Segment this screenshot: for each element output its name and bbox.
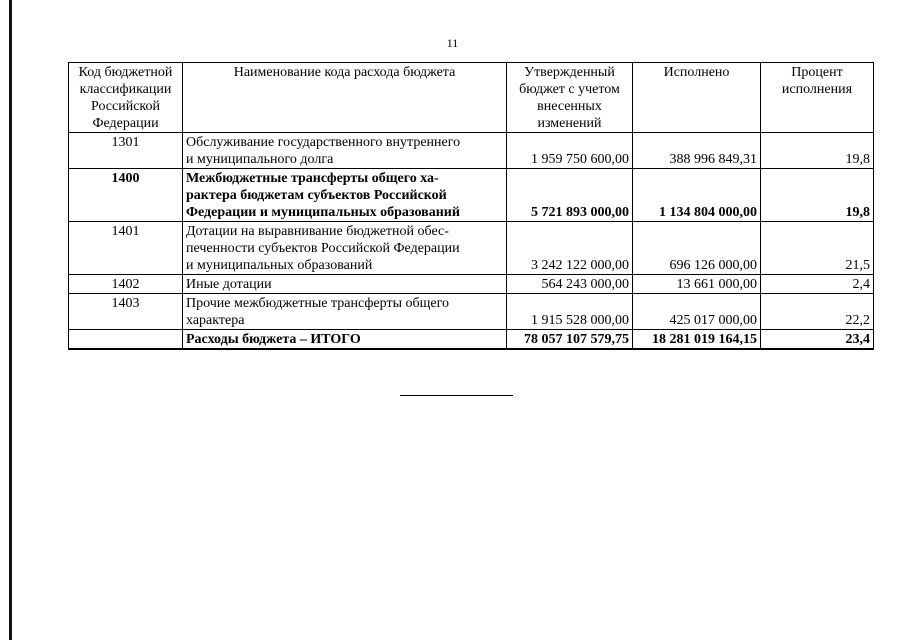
row-executed: 13 661 000,00 [633,275,761,294]
header-expense-name: Наименование кода расхода бюджета [183,63,507,133]
row-name: Иные дотации [183,275,507,294]
row-executed: 696 126 000,00 [633,222,761,275]
row-name: Межбюджетные трансферты общего ха- рактера бюджетам субъектов Российской Федерации и муниципальных образований [183,169,507,222]
header-approved-budget: Утвержденный бюджет с учетом внесенных изменений [507,63,633,133]
row-executed: 425 017 000,00 [633,294,761,330]
header-executed: Исполнено [633,63,761,133]
budget-execution-table [68,62,874,350]
row-executed: 1 134 804 000,00 [633,169,761,222]
row-name: Обслуживание государственного внутреннего и муниципального долга [183,133,507,169]
row-percent: 22,2 [761,294,874,330]
table-total-row [69,330,874,350]
row-approved: 3 242 122 000,00 [507,222,633,275]
row-percent: 19,8 [761,169,874,222]
table-row [69,169,874,222]
row-code: 1401 [69,222,183,275]
footnote-rule [400,395,513,396]
header-budget-code: Код бюджетной классификации Российской Федерации [69,63,183,133]
row-code: 1400 [69,169,183,222]
row-approved: 78 057 107 579,75 [507,330,633,350]
table-row [69,294,874,330]
row-approved: 1 959 750 600,00 [507,133,633,169]
row-name: Расходы бюджета – ИТОГО [183,330,507,350]
row-name: Прочие межбюджетные трансферты общего характера [183,294,507,330]
row-approved: 1 915 528 000,00 [507,294,633,330]
row-code: 1301 [69,133,183,169]
row-name: Дотации на выравнивание бюджетной обес- печенности субъектов Российской Федерации и муниципальных образований [183,222,507,275]
page-binding-edge [9,0,12,640]
row-code [69,330,183,350]
row-percent: 2,4 [761,275,874,294]
row-percent: 19,8 [761,133,874,169]
row-executed: 18 281 019 164,15 [633,330,761,350]
table-row [69,133,874,169]
page-number: 11 [446,36,459,50]
row-code: 1403 [69,294,183,330]
row-code: 1402 [69,275,183,294]
row-approved: 564 243 000,00 [507,275,633,294]
row-executed: 388 996 849,31 [633,133,761,169]
row-percent: 23,4 [761,330,874,350]
row-percent: 21,5 [761,222,874,275]
table-row [69,222,874,275]
table-row [69,275,874,294]
header-execution-percent: Процент исполнения [761,63,874,133]
row-approved: 5 721 893 000,00 [507,169,633,222]
table-header-row [69,63,874,133]
